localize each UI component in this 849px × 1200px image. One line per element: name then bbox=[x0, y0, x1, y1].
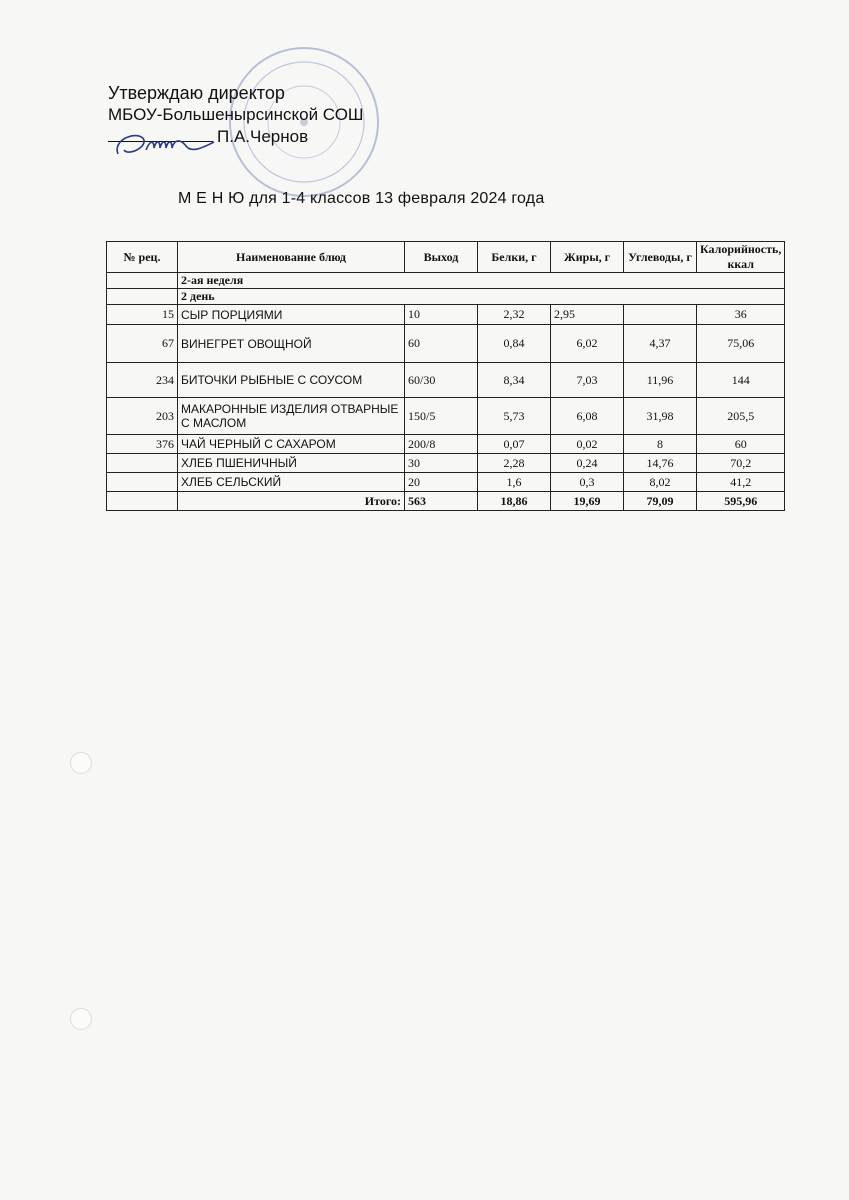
section-row bbox=[107, 289, 785, 305]
table-row bbox=[107, 398, 785, 435]
carbohydrates: 31,98 bbox=[624, 398, 697, 435]
total-proteins: 18,86 bbox=[478, 492, 551, 511]
recipe-number: 67 bbox=[107, 325, 178, 363]
portion-output: 30 bbox=[405, 454, 478, 473]
column-header: Калорийность, ккал bbox=[697, 242, 785, 273]
school-name: МБОУ-Большенырсинской СОШ bbox=[108, 105, 364, 124]
dish-name: ЧАЙ ЧЕРНЫЙ С САХАРОМ bbox=[178, 435, 405, 454]
approval-title: Утверждаю директор bbox=[108, 83, 285, 103]
proteins: 8,34 bbox=[478, 363, 551, 398]
page-title: М Е Н Ю для 1-4 классов 13 февраля 2024 года bbox=[178, 190, 545, 207]
week-label: 2-ая неделя bbox=[178, 273, 785, 289]
dish-name: ХЛЕБ ПШЕНИЧНЫЙ bbox=[178, 454, 405, 473]
recipe-number bbox=[107, 454, 178, 473]
total-fats: 19,69 bbox=[551, 492, 624, 511]
column-header: Жиры, г bbox=[551, 242, 624, 273]
recipe-number: 234 bbox=[107, 363, 178, 398]
table-row bbox=[107, 325, 785, 363]
dish-name: ХЛЕБ СЕЛЬСКИЙ bbox=[178, 473, 405, 492]
proteins: 1,6 bbox=[478, 473, 551, 492]
table-row bbox=[107, 305, 785, 325]
fats: 0,3 bbox=[551, 473, 624, 492]
fats: 0,24 bbox=[551, 454, 624, 473]
portion-output: 200/8 bbox=[405, 435, 478, 454]
recipe-number bbox=[107, 473, 178, 492]
recipe-number: 203 bbox=[107, 398, 178, 435]
table-row bbox=[107, 454, 785, 473]
section-row bbox=[107, 273, 785, 289]
fats: 2,95 bbox=[551, 305, 624, 325]
calories: 41,2 bbox=[697, 473, 785, 492]
fats: 0,02 bbox=[551, 435, 624, 454]
carbohydrates: 14,76 bbox=[624, 454, 697, 473]
bleed-through bbox=[160, 600, 163, 611]
portion-output: 60 bbox=[405, 325, 478, 363]
dish-name: ВИНЕГРЕТ ОВОЩНОЙ bbox=[178, 325, 405, 363]
column-header: № рец. bbox=[107, 242, 178, 273]
calories: 70,2 bbox=[697, 454, 785, 473]
table-row bbox=[107, 435, 785, 454]
fats: 7,03 bbox=[551, 363, 624, 398]
proteins: 5,73 bbox=[478, 398, 551, 435]
proteins: 2,32 bbox=[478, 305, 551, 325]
total-output: 563 bbox=[405, 492, 478, 511]
punch-hole bbox=[70, 752, 92, 774]
recipe-number: 376 bbox=[107, 435, 178, 454]
column-header: Наименование блюд bbox=[178, 242, 405, 273]
punch-hole bbox=[70, 1008, 92, 1030]
carbohydrates: 8,02 bbox=[624, 473, 697, 492]
total-label: Итого: bbox=[178, 492, 405, 511]
dish-name: БИТОЧКИ РЫБНЫЕ С СОУСОМ bbox=[178, 363, 405, 398]
carbohydrates: 8 bbox=[624, 435, 697, 454]
fats: 6,08 bbox=[551, 398, 624, 435]
calories: 36 bbox=[697, 305, 785, 325]
carbohydrates bbox=[624, 305, 697, 325]
handwritten-signature-icon bbox=[110, 126, 220, 166]
total-calories: 595,96 bbox=[697, 492, 785, 511]
menu-table bbox=[106, 241, 785, 511]
column-header: Белки, г bbox=[478, 242, 551, 273]
table-row bbox=[107, 363, 785, 398]
carbohydrates: 4,37 bbox=[624, 325, 697, 363]
table-header-row bbox=[107, 242, 785, 273]
director-name: П.А.Чернов bbox=[217, 127, 309, 146]
calories: 205,5 bbox=[697, 398, 785, 435]
portion-output: 10 bbox=[405, 305, 478, 325]
portion-output: 20 bbox=[405, 473, 478, 492]
carbohydrates: 11,96 bbox=[624, 363, 697, 398]
proteins: 2,28 bbox=[478, 454, 551, 473]
proteins: 0,07 bbox=[478, 435, 551, 454]
portion-output: 60/30 bbox=[405, 363, 478, 398]
calories: 75,06 bbox=[697, 325, 785, 363]
total-row bbox=[107, 492, 785, 511]
total-carbohydrates: 79,09 bbox=[624, 492, 697, 511]
column-header: Углеводы, г bbox=[624, 242, 697, 273]
column-header: Выход bbox=[405, 242, 478, 273]
calories: 60 bbox=[697, 435, 785, 454]
recipe-number: 15 bbox=[107, 305, 178, 325]
proteins: 0,84 bbox=[478, 325, 551, 363]
day-label: 2 день bbox=[178, 289, 785, 305]
table-row bbox=[107, 473, 785, 492]
portion-output: 150/5 bbox=[405, 398, 478, 435]
dish-name: СЫР ПОРЦИЯМИ bbox=[178, 305, 405, 325]
dish-name: МАКАРОННЫЕ ИЗДЕЛИЯ ОТВАРНЫЕ С МАСЛОМ bbox=[178, 398, 405, 435]
calories: 144 bbox=[697, 363, 785, 398]
fats: 6,02 bbox=[551, 325, 624, 363]
